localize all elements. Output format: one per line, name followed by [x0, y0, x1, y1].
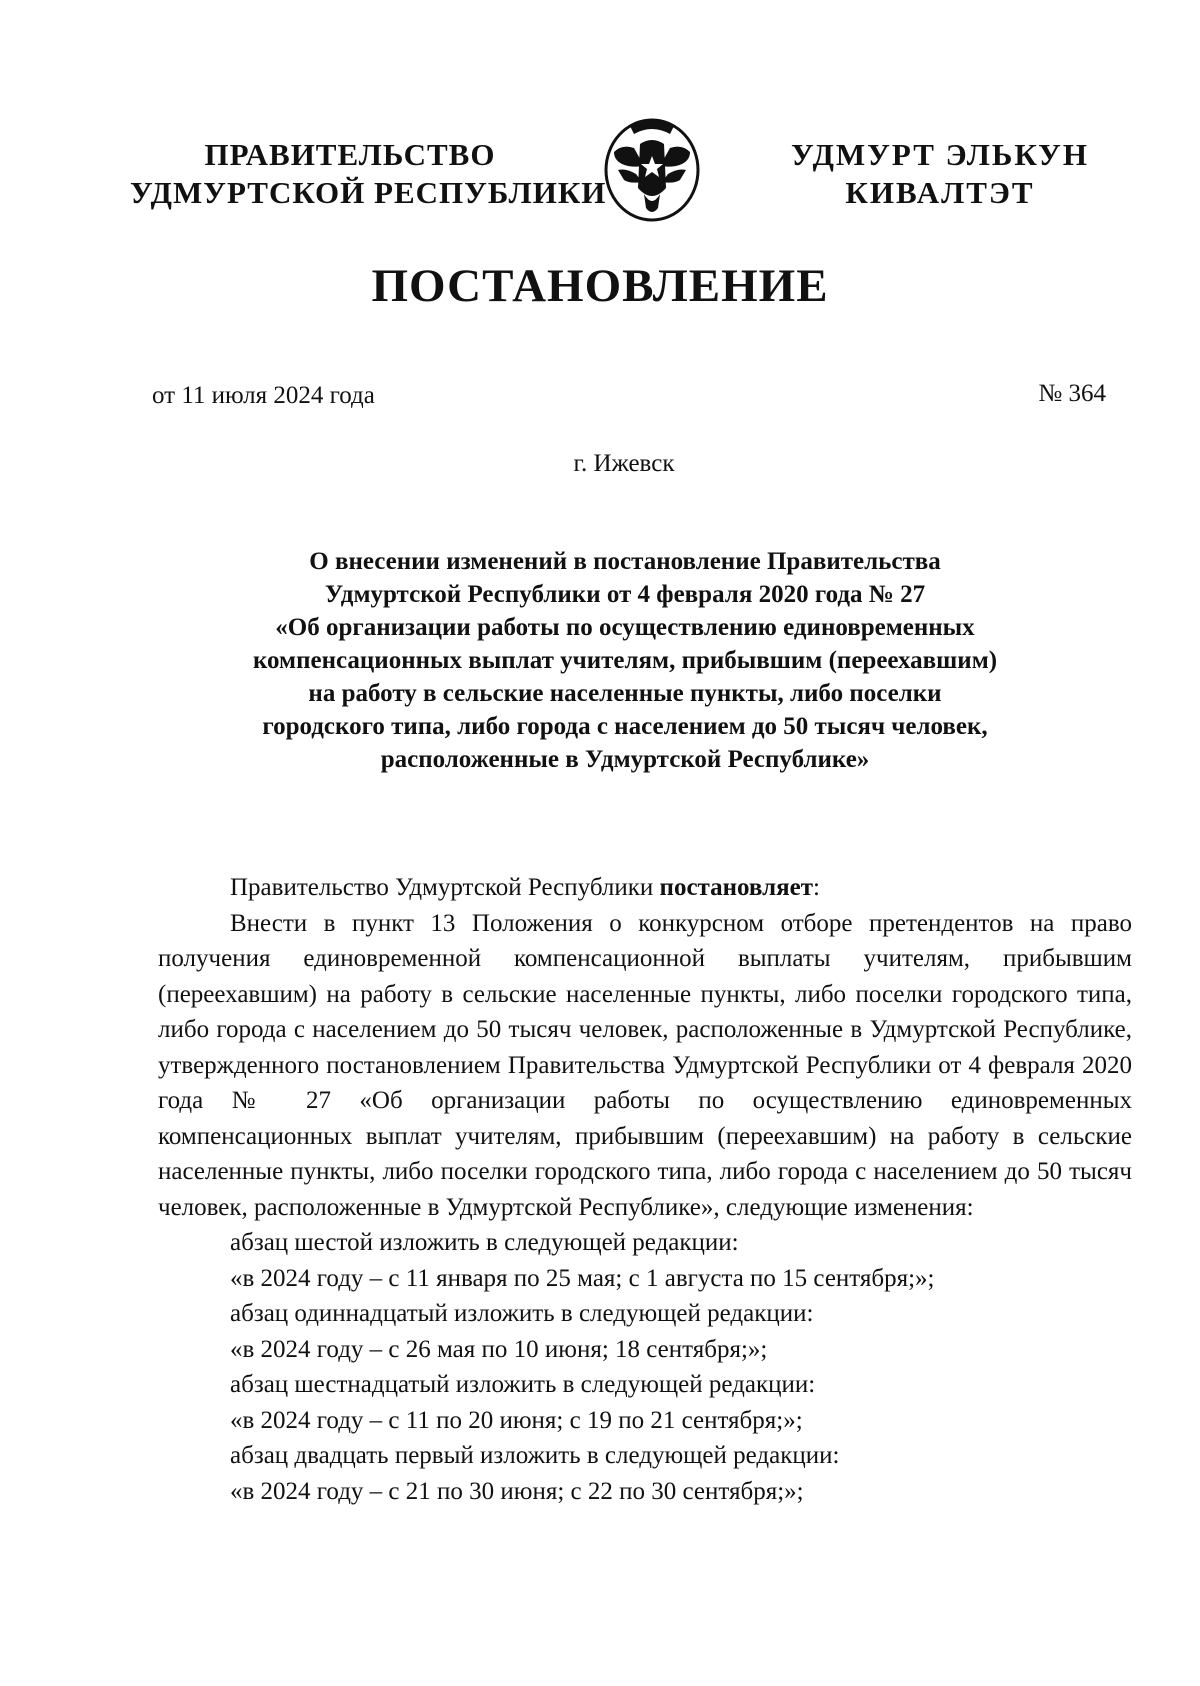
amendment-item: «в 2024 году – с 21 по 30 июня; с 22 по 30 сентября;»;	[230, 1477, 804, 1505]
heading-line: «Об организации работы по осуществлению единовременных	[275, 614, 975, 641]
document-number: № 364	[1038, 380, 1106, 407]
heading-line: О внесении изменений в постановление Правительства	[309, 548, 941, 575]
heading-line: расположенные в Удмуртской Республике»	[380, 746, 870, 773]
amendment-item: абзац двадцать первый изложить в следующей редакции:	[230, 1442, 840, 1469]
org-name-line: УДМУРТ ЭЛЬКУН	[790, 137, 1090, 172]
udmurt-coat-of-arms-icon	[600, 108, 704, 226]
document-type-title: ПОСТАНОВЛЕНИЕ	[371, 260, 829, 312]
main-paragraph: Внести в пункт 13 Положения о конкурсном отборе претендентов на право получения единовременной компенсационной выплаты учителям, прибывшим (переехавшим) на работу в сельские населенные пункты, либо поселки городского типа, либо города с населением до 50 тысяч человек, расположенные в Удмуртской Республике, утвержденного постановлением Правительства Удмуртской Республики от 4 февраля 2020 года № 27 «Об организации работы по осуществлению единовременных компенсационных выплат учителям, прибывшим (переехавшим) на работу в сельские населенные пункты, либо поселки городского типа, либо города с населением до 50 тысяч человек, расположенные в Удмуртской Республике», следующие изменения:	[158, 909, 1132, 1221]
document-heading	[150, 545, 1100, 776]
document-body	[158, 870, 1132, 1509]
org-name-line: КИВАЛТЭТ	[845, 175, 1035, 210]
amendment-item: абзац одиннадцатый изложить в следующей редакции:	[230, 1300, 814, 1327]
org-name-line: УДМУРТСКОЙ РЕСПУБЛИКИ	[130, 175, 607, 210]
heading-line: городского типа, либо города с населением до 50 тысяч человек,	[262, 713, 988, 740]
amendment-item: «в 2024 году – с 11 января по 25 мая; с 1 августа по 15 сентября;»;	[230, 1264, 935, 1292]
org-name-udmurt	[775, 136, 1105, 212]
org-name-line: ПРАВИТЕЛЬСТВО	[204, 137, 496, 172]
document-date: от 11 июля 2024 года	[152, 382, 375, 409]
preamble-text: Правительство Удмуртской Республики	[230, 874, 660, 901]
org-name-russian	[130, 136, 607, 212]
heading-line: Удмуртской Республики от 4 февраля 2020 года № 27	[324, 581, 926, 608]
preamble-bold-verb: постановляет	[659, 874, 814, 901]
amendment-item: абзац шестнадцатый изложить в следующей редакции:	[230, 1371, 816, 1398]
preamble-colon: :	[813, 874, 820, 901]
document-city: г. Ижевск	[573, 450, 675, 477]
amendment-item: «в 2024 году – с 26 мая по 10 июня; 18 сентября;»;	[230, 1335, 768, 1363]
amendment-item: абзац шестой изложить в следующей редакции:	[230, 1229, 739, 1256]
heading-line: на работу в сельские населенные пункты, либо поселки	[308, 680, 942, 707]
preamble	[158, 870, 1132, 906]
amendment-item: «в 2024 году – с 11 по 20 июня; с 19 по 21 сентября;»;	[230, 1406, 803, 1434]
heading-line: компенсационных выплат учителям, прибывшим (переехавшим)	[252, 647, 998, 674]
